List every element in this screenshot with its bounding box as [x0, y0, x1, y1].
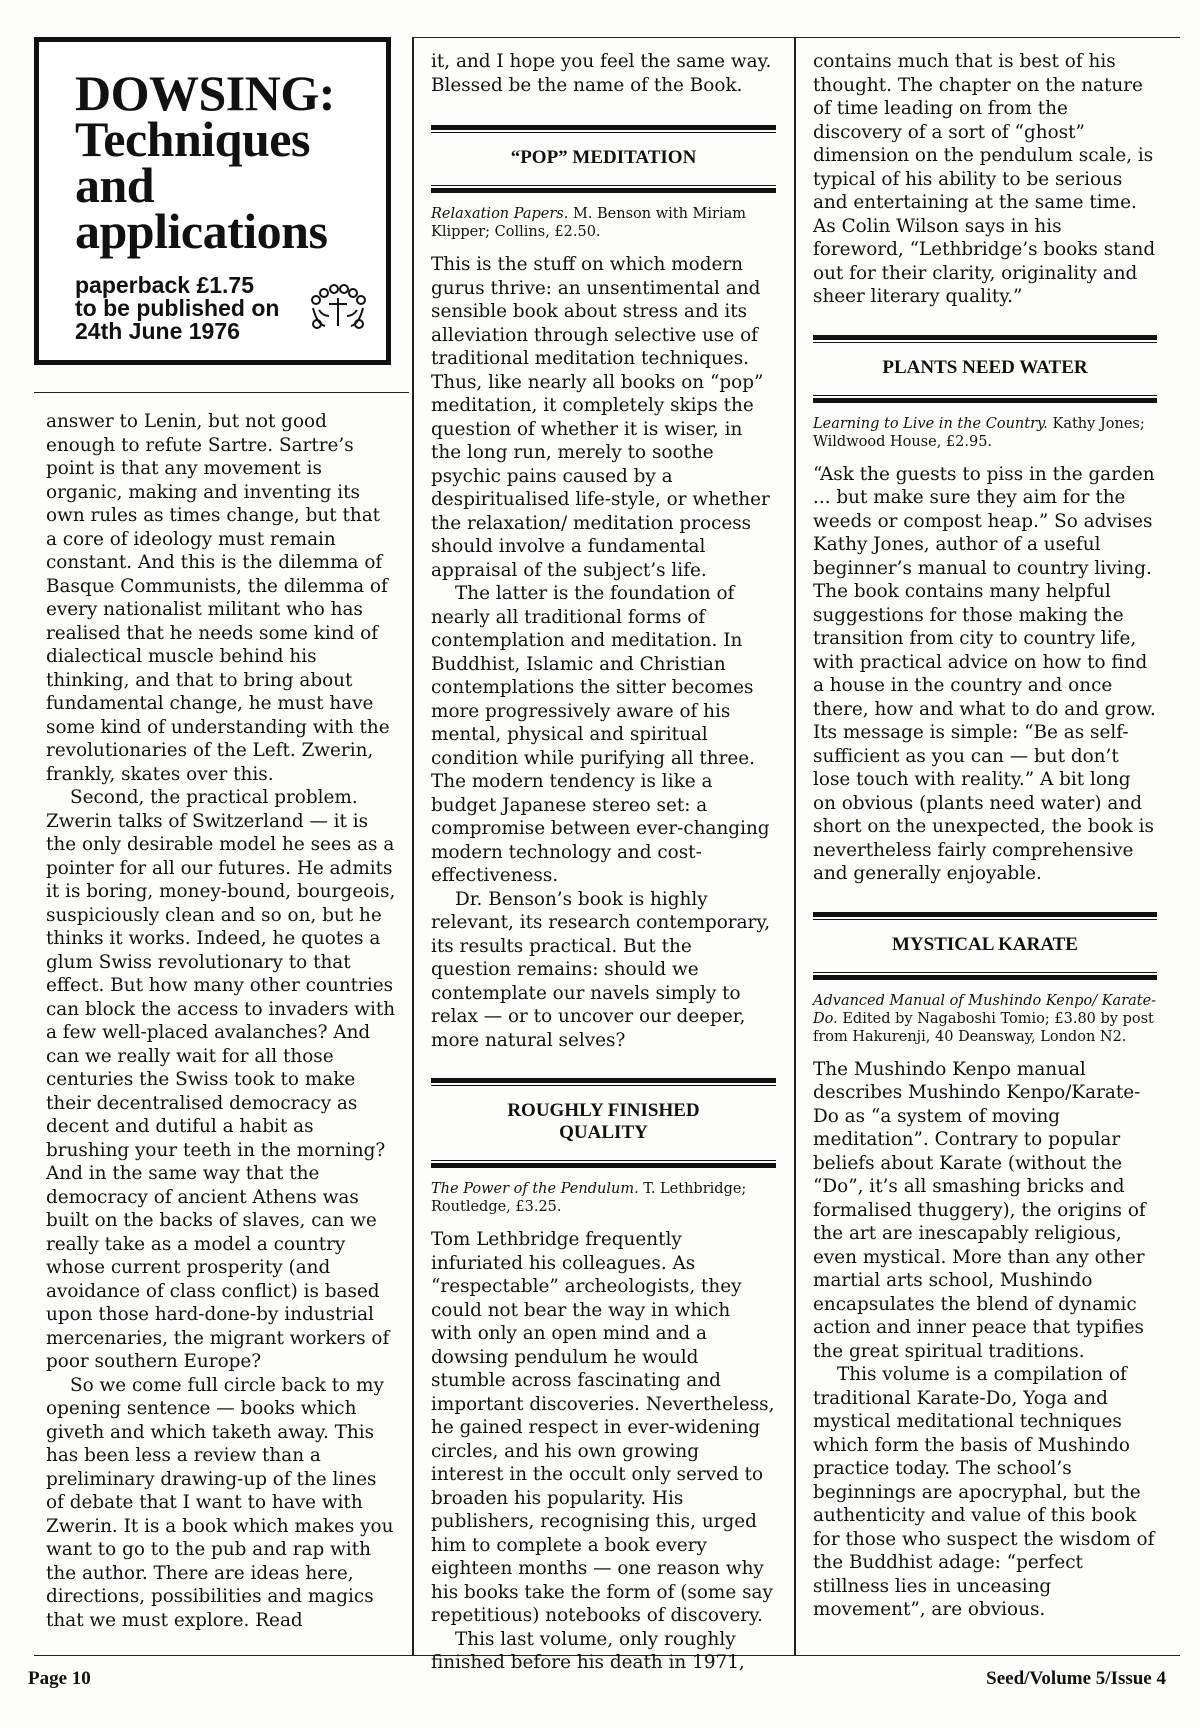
- paragraph: This volume is a compilation of traditional Karate-Do, Yoga and mystical meditational techniques which form the basis of Mushindo practice today. The school’s beginnings are apocryphal, but the authenticity and value of this book for those who suspect the wisdom of the Buddhist adage: “perfect stillness lies in unceasing movement”, are obvious.: [813, 1364, 1155, 1620]
- section-header: [431, 1078, 776, 1168]
- column-3: [813, 50, 1157, 1622]
- book-citation: [813, 415, 1157, 451]
- dowsing-advertisement: [34, 37, 391, 365]
- paragraph: The latter is the foundation of nearly all traditional forms of contemplation and meditation. In Buddhist, Islamic and Christian contemplations the sitter becomes more progressively aware of his mental, physical and spiritual condition while purifying all three. The modern tendency is like a budget Japanese stereo set: a compromise between ever-changing modern technology and cost-effectiveness.: [431, 583, 770, 886]
- book-details: T. Lethbridge; Routledge, £3.25.: [431, 1181, 747, 1215]
- column2-divider: [794, 37, 796, 1655]
- paragraph: This last volume, only roughly finished before his death in 1971,: [431, 1628, 745, 1673]
- book-citation: [431, 205, 776, 241]
- book-details: Edited by Nagaboshi Tomio; £3.80 by post from Hakurenji, 40 Deansway, London N2.: [813, 1010, 1154, 1045]
- paragraph: So we come full circle back to my opening sentence — books which giveth and which taketh away. This has been less a review than a preliminary drawing-up of the lines of debate that I want to have with Zwerin. It is a book which makes you want to go to the pub and rap with the author. There are ideas here, directions, possibilities and magics that we must explore. Read: [46, 1374, 394, 1631]
- section-title: ROUGHLY FINISHED QUALITY: [507, 1100, 700, 1143]
- book-details: Kathy Jones; Wildwood House, £2.95.: [813, 415, 1145, 450]
- section-header: [813, 912, 1157, 980]
- ad-title: DOWSING: Techniques and applications: [75, 65, 335, 259]
- paragraph: The Mushindo Kenpo manual describes Mushindo Kenpo/Karate-Do as “a system of moving meditation”. Contrary to popular beliefs about Karate (without the “Do”, it’s all smashing bricks and formalised thuggery), the origins of the art are inescapably religious, even mystical. More than any other martial arts school, Mushindo encapsulates the blend of dynamic action and inner peace that typifies the great spiritual traditions.: [813, 1058, 1146, 1362]
- paragraph: Dr. Benson’s book is highly relevant, its research contemporary, its results practical. But the question remains: should we contemplate our navels simply to relax — or to uncover our deeper, more natural selves?: [431, 888, 771, 1051]
- column1-top-rule: [34, 392, 409, 393]
- page-number: Page 10: [28, 1668, 91, 1689]
- section-title: PLANTS NEED WATER: [882, 356, 1088, 378]
- book-title: The Power of the Pendulum.: [431, 1181, 639, 1197]
- paragraph: it, and I hope you feel the same way. Blessed be the name of the Book.: [431, 51, 772, 96]
- page-top-rule: [412, 37, 1180, 38]
- publisher-logo-icon: [307, 280, 369, 332]
- section-title: MYSTICAL KARATE: [892, 933, 1078, 955]
- book-details: M. Benson with Miriam Klipper; Collins, £2.50.: [431, 206, 746, 240]
- paragraph: “Ask the guests to piss in the garden ... but make sure they aim for the weeds or compost heap.” So advises Kathy Jones, author of a useful beginner’s manual to country living. The book contains many helpful suggestions for those making the transition from city to country life, with practical advice on how to find a house in the country and once there, how and what to do and grow. Its message is simple: “Be as self-sufficient as you can — but don’t lose touch with reality.” A bit long on obvious (plants need water) and short on the unexpected, the book is nevertheless fairly comprehensive and generally enjoyable.: [813, 463, 1156, 884]
- column-1: [46, 410, 396, 1632]
- book-citation: [431, 1180, 776, 1216]
- issue-label: Seed/Volume 5/Issue 4: [986, 1668, 1166, 1689]
- paragraph: answer to Lenin, but not good enough to refute Sartre. Sartre’s point is that any movement is organic, making and inventing its own rules as times change, but that a core of ideology must remain constant. And this is the dilemma of Basque Communists, the dilemma of every nationalist militant who has realised that he needs some kind of dialectical muscle behind his thinking, and that to bring about fundamental change, he must have some kind of understanding with the revolutionaries of the Left. Zwerin, frankly, skates over this.: [46, 411, 390, 785]
- book-citation: [813, 992, 1157, 1046]
- book-title: Advanced Manual of Mushindo Kenpo/ Karate-Do.: [813, 992, 1157, 1027]
- paragraph: This is the stuff on which modern gurus thrive: an unsentimental and sensible book about stress and its alleviation through selective use of traditional meditation techniques. Thus, like nearly all books on “pop” meditation, it completely skips the question of whether it is wiser, in the long run, merely to soothe psychic pains caused by a despiritualised life-style, or whether the relaxation/ meditation process should involve a fundamental appraisal of the subject’s life.: [431, 254, 770, 581]
- paragraph: Second, the practical problem. Zwerin talks of Switzerland — it is the only desirable model he sees as a pointer for all our futures. He admits it is boring, money-bound, bourgeois, suspiciously clean and so on, but he thinks it works. Indeed, he quotes a glum Swiss revolutionary to that effect. But how many other countries can block the access to invaders with a few well-placed avalanches? And can we really wait for all those centuries the Swiss took to make their decentralised democracy as decent and dutiful a habit as brushing your teeth in the morning? And in the same way that the democracy of ancient Athens was built on the backs of slaves, can we really take as a model a country whose current prosperity (and avoidance of class conflict) is based upon those hard-done-by industrial mercenaries, the migrant workers of poor southern Europe?: [46, 787, 396, 1372]
- book-title: Relaxation Papers.: [431, 206, 569, 222]
- book-title: Learning to Live in the Country.: [813, 415, 1048, 432]
- section-header: [431, 125, 776, 193]
- paragraph: Tom Lethbridge frequently infuriated his colleagues. As “respectable” archeologists, they could not bear the way in which with only an open mind and a dowsing pendulum he would stumble across fascinating and important discoveries. Nevertheless, he gained respect in ever-widening circles, and his own growing interest in the occult only served to broaden his popularity. His publishers, recognising this, urged him to complete a book every eighteen months — one reason why his books take the form of (some say repetitious) notebooks of discovery.: [431, 1229, 775, 1626]
- paragraph: contains much that is best of his thought. The chapter on the nature of time leading on from the discovery of a sort of “ghost” dimension on the pendulum scale, is typical of his ability to be serious and entertaining at the same time. As Colin Wilson says in his foreword, “Lethbridge’s books stand out for their clarity, originality and sheer literary quality.”: [813, 51, 1156, 307]
- column1-divider: [412, 37, 414, 1655]
- section-header: [813, 335, 1157, 403]
- column-2: [431, 50, 776, 1675]
- ad-details: paperback £1.75 to be published on 24th June 1976: [75, 272, 280, 344]
- section-title: “POP” MEDITATION: [510, 147, 697, 168]
